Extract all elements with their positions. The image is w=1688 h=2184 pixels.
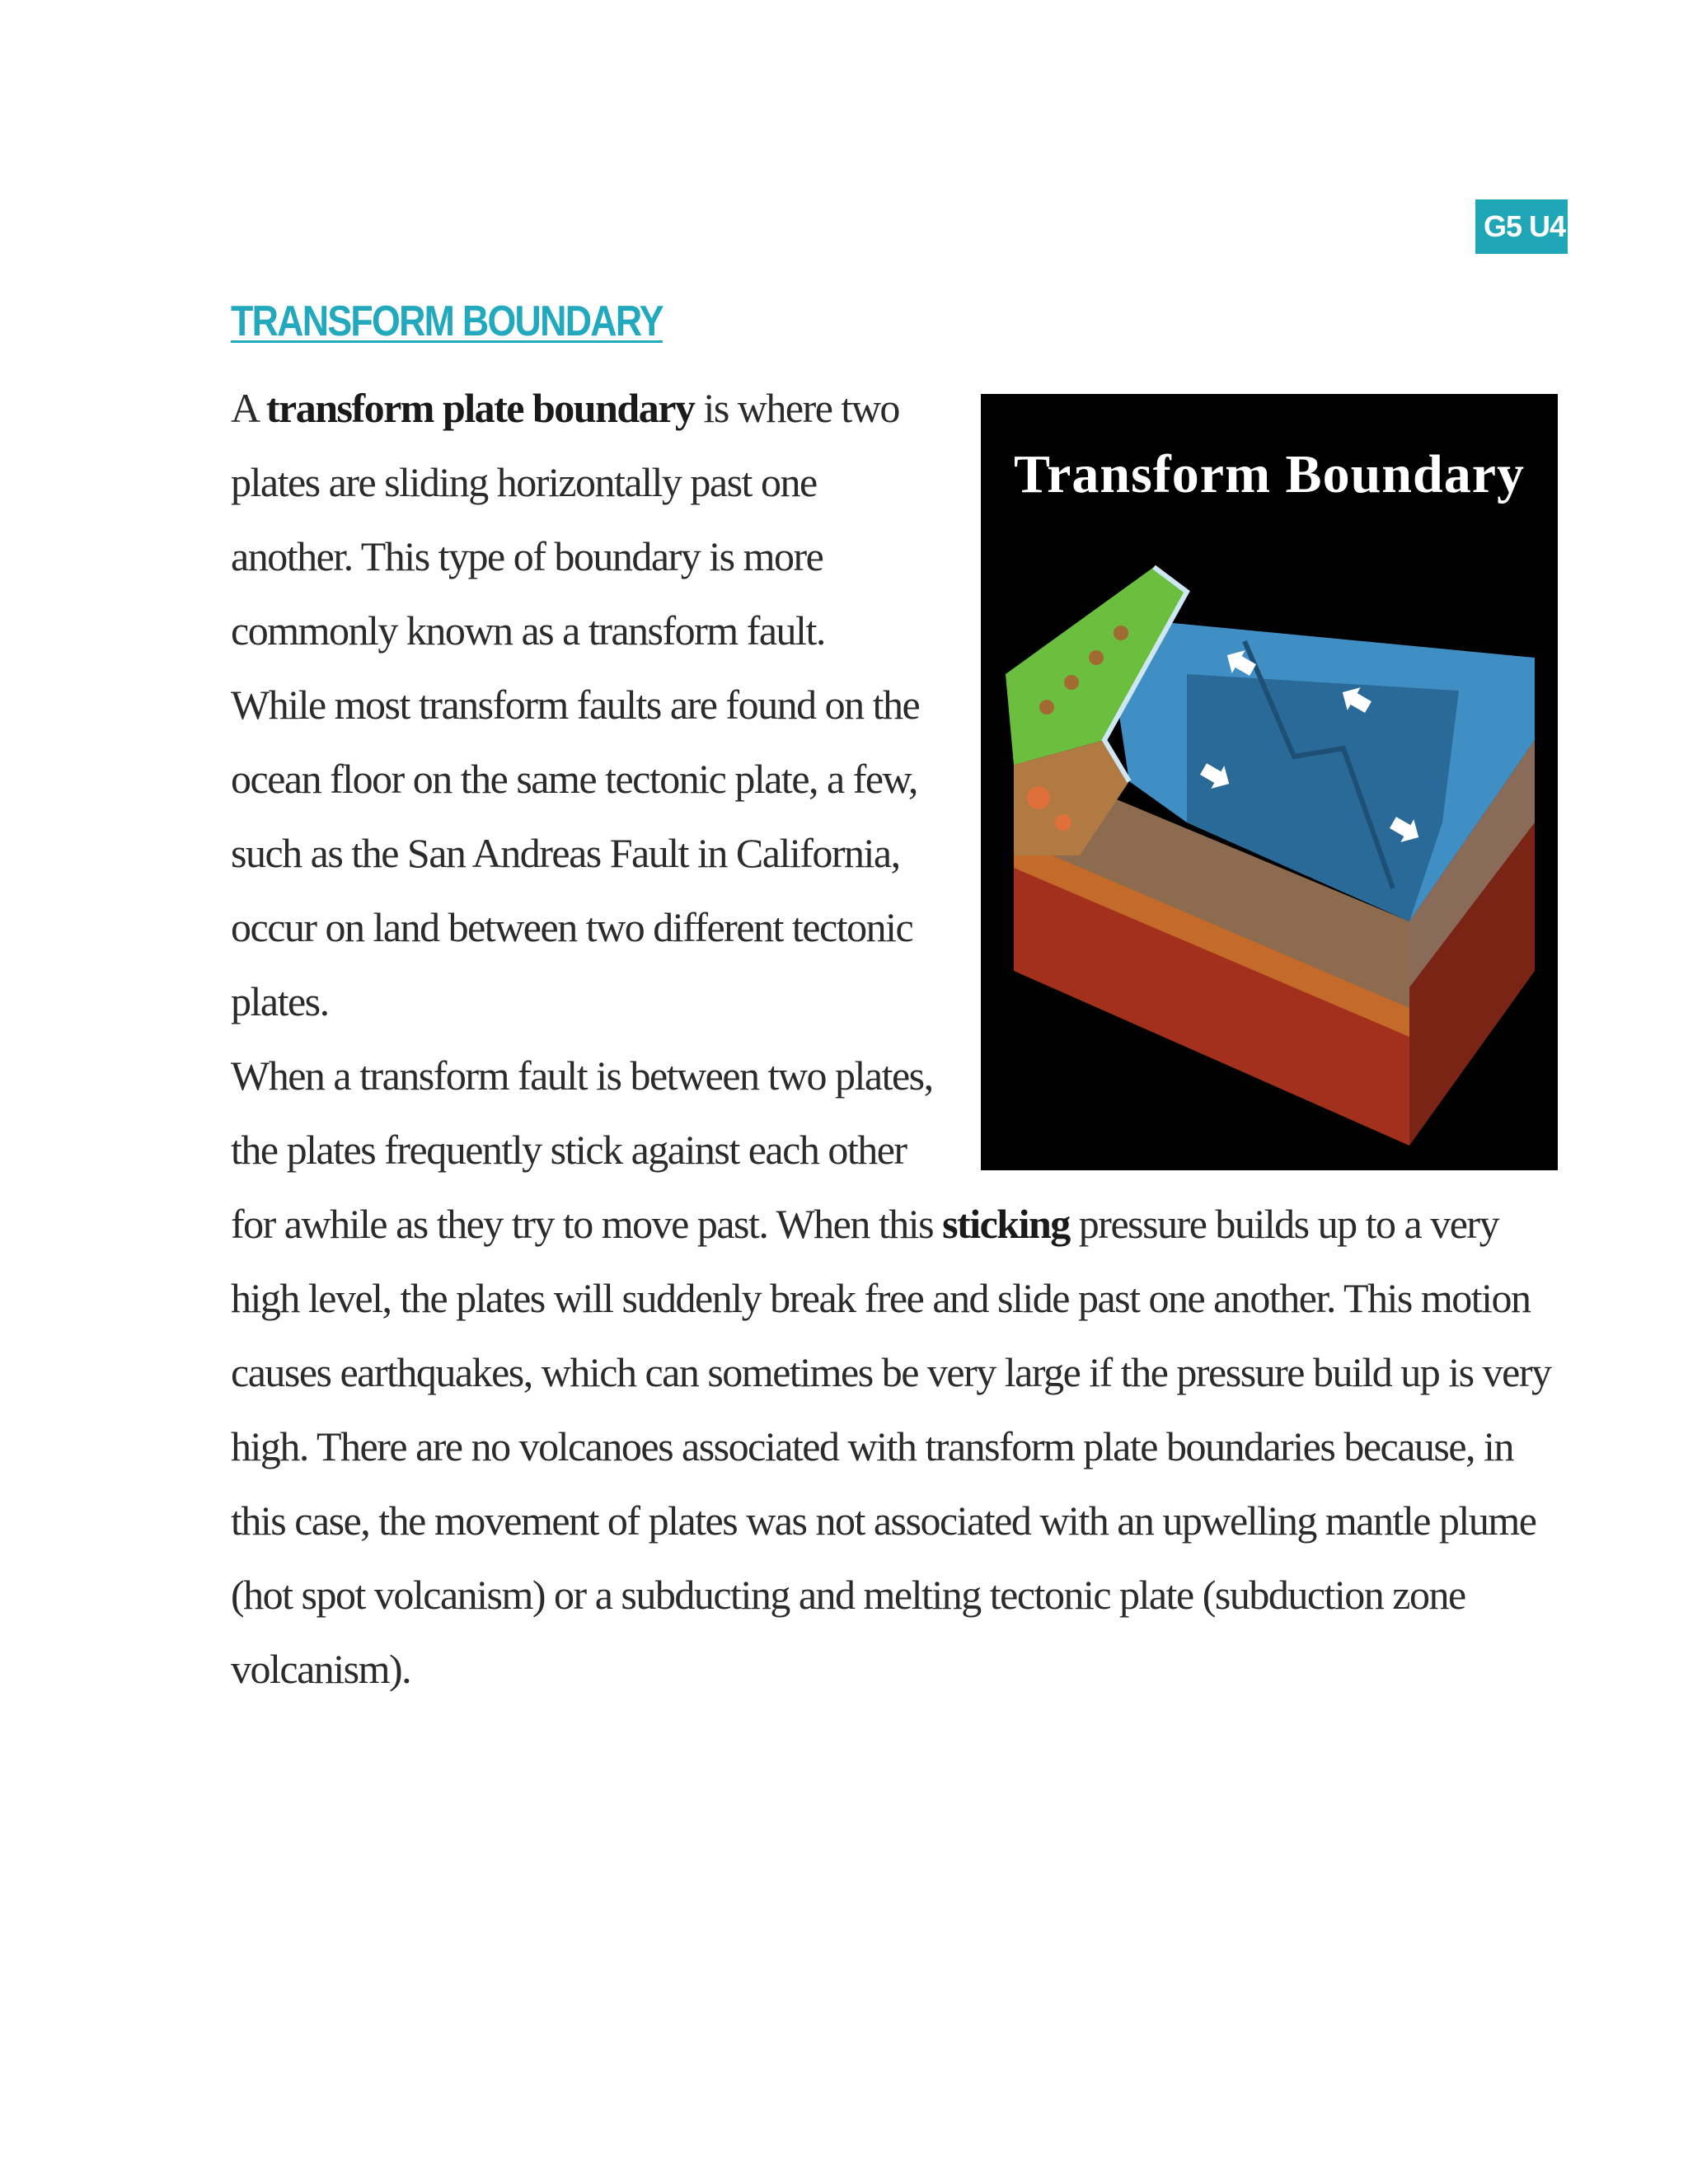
block-diagram <box>981 394 1558 1170</box>
paragraph-text: When a transform fault is between two plates, the plates frequently stick against each other for awhile as they try to move past. When this <box>231 1052 943 1247</box>
unit-badge: G5 U4 L <box>1475 199 1568 254</box>
section-title: TRANSFORM BOUNDARY <box>231 298 663 345</box>
tree-icon <box>1039 700 1054 715</box>
magma-blob <box>1027 786 1050 809</box>
paragraph-transform-definition <box>231 371 940 668</box>
paragraph-text: pressure builds up to a very high level, the plates will suddenly break free and slide past one another. This motion causes earthquakes, which can sometimes be very large if the pressure build up is very high. There are no volcanoes associated with transform plate boundaries because, in this case, the movement of plates was not associated with an upwelling mantle plume (hot spot volcanism) or a subducting and melting tectonic plate (subduction zone volcanism). <box>231 1201 1551 1692</box>
tree-icon <box>1089 650 1104 665</box>
transform-boundary-figure <box>981 394 1558 1170</box>
paragraph-text: is where two plates are sliding horizontally past one another. This type of boundary is more commonly known as a transform fault. <box>231 385 899 654</box>
paragraph-ocean-floor: While most transform faults are found on the ocean floor on the same tectonic plate, a few, such as the San Andreas Fault in California, occur on land between two different tectonic plates. <box>231 682 920 1024</box>
tree-icon <box>1114 626 1128 640</box>
paragraph-text: A <box>231 385 266 431</box>
tree-icon <box>1064 675 1079 690</box>
bold-term: sticking <box>942 1201 1070 1247</box>
bold-term: transform plate boundary <box>265 385 695 431</box>
figure-title: Transform Boundary <box>1014 444 1525 504</box>
magma-blob <box>1055 814 1071 831</box>
